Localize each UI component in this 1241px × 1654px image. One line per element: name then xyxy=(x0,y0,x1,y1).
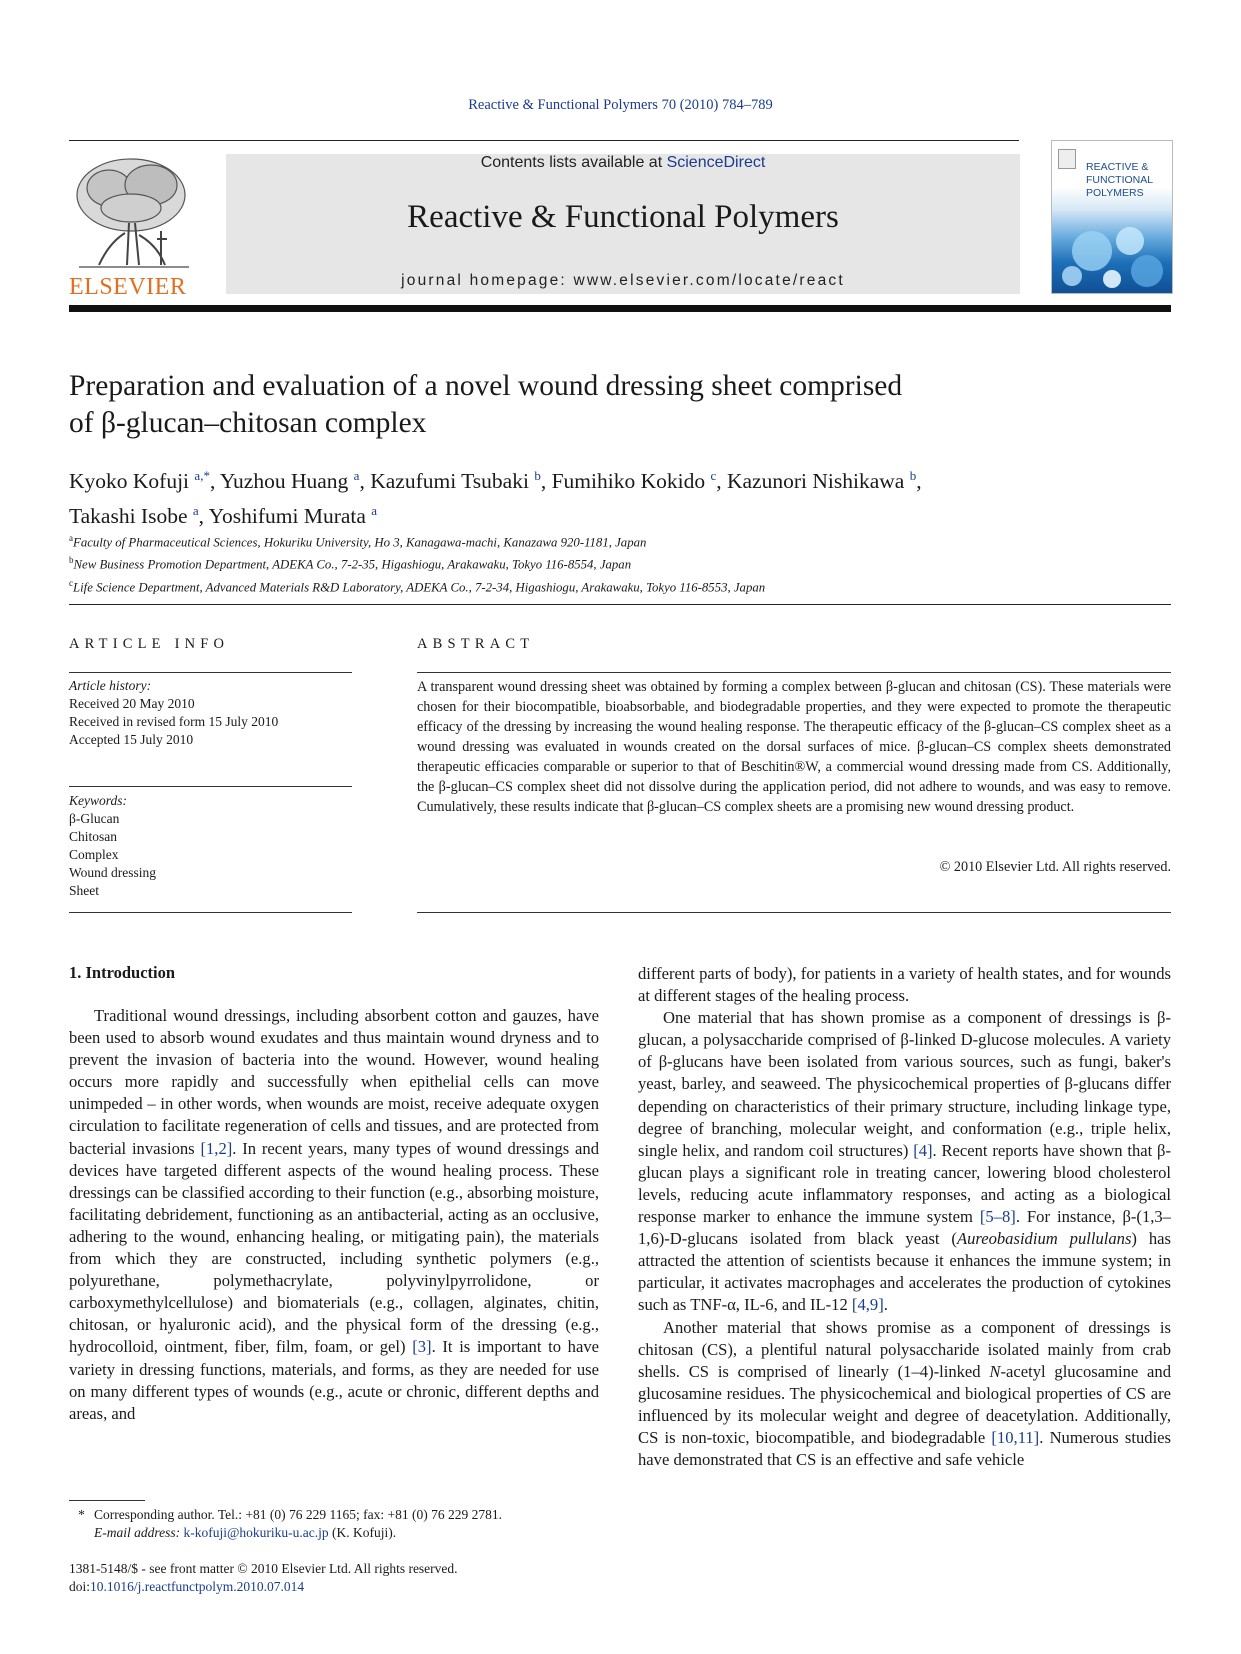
citation-link[interactable]: [10,11] xyxy=(991,1427,1040,1447)
author-name: Kyoko Kofuji xyxy=(69,469,190,494)
body-text: . It is important to have variety in dressing functions, materials, and forms, as they are needed for use on many different types of wounds (e.g., acute or chronic, different depths and areas, and xyxy=(69,1337,599,1423)
article-info-rule xyxy=(69,786,352,787)
paragraph xyxy=(69,1005,599,1425)
cover-bubbles-icon xyxy=(1052,211,1172,293)
author-separator: , xyxy=(716,469,727,494)
history-entry: Accepted 15 July 2010 xyxy=(69,732,194,747)
keywords-label: Keywords: xyxy=(69,793,127,808)
doi-label: doi: xyxy=(69,1579,91,1594)
affiliation xyxy=(69,551,1169,573)
history-entry: Received 20 May 2010 xyxy=(69,696,195,711)
body-text-italic: N xyxy=(989,1361,1001,1381)
article-info-rule xyxy=(69,912,352,913)
cover-title-line: FUNCTIONAL xyxy=(1086,174,1154,186)
affiliation-marker: c xyxy=(69,577,73,588)
section-heading: 1. Introduction xyxy=(69,963,176,982)
history-entry: Received in revised form 15 July 2010 xyxy=(69,714,279,729)
article-info-rule xyxy=(69,672,352,673)
author-name: Kazufumi Tsubaki xyxy=(370,469,529,494)
affiliation-list xyxy=(69,529,1169,596)
cover-title xyxy=(1086,161,1153,200)
author-line xyxy=(69,461,1169,496)
abstract-rule xyxy=(417,912,1171,913)
footnote-line xyxy=(69,1506,629,1524)
footnote-marker: * xyxy=(78,1507,85,1522)
author-affiliation-link[interactable]: a,* xyxy=(194,468,210,483)
body-text: -acetyl glucosamine and glucosamine residues. The physicochemical and biological properties of CS are influenced by its molecular weight and degree of deacetylation. Additionally, CS is non-toxic, biocompatible, and biodegradable xyxy=(638,1361,1172,1447)
article-history-label: Article history: xyxy=(69,678,152,693)
elsevier-wordmark: ELSEVIER xyxy=(69,274,187,300)
affiliation-text: New Business Promotion Department, ADEKA Co., 7-2-35, Higashiogu, Arakawaku, Tokyo 116-8554, Japan xyxy=(73,557,632,572)
doi-link[interactable]: 10.1016/j.reactfunctpolym.2010.07.014 xyxy=(90,1579,305,1594)
front-matter-note xyxy=(69,1560,629,1596)
citation-link[interactable]: [5–8] xyxy=(979,1207,1016,1227)
abstract-copyright: © 2010 Elsevier Ltd. All rights reserved. xyxy=(939,859,1171,875)
paragraph xyxy=(638,1317,1171,1472)
author-name: Yuzhou Huang xyxy=(219,469,349,494)
author-separator: , xyxy=(209,469,220,494)
body-text: . For instance, β-(1,3–1,6)-D-glucans isolated from black yeast ( xyxy=(638,1207,1171,1249)
footnote-line xyxy=(69,1524,629,1542)
cover-logo-icon xyxy=(1058,149,1076,169)
body-text: Traditional wound dressings, including absorbent cotton and gauzes, have been used to absorb wound exudates and thus maintain wound dryness and to prevent the invasion of bacteria into the wound. However, wound healing occurs more rapidly and successfully when epithelial cells can move unimpeded – in other words, when wounds are moist, receive adequate oxygen circulation to facilitate regeneration of cells and tissues, and are protected from bacterial invasions xyxy=(69,1006,599,1158)
keyword: Wound dressing xyxy=(69,865,157,880)
cover-title-line: REACTIVE & xyxy=(1086,161,1149,173)
abstract-heading: ABSTRACT xyxy=(417,636,535,652)
citation-link[interactable]: [4] xyxy=(913,1140,933,1160)
article-title-line: Preparation and evaluation of a novel wound dressing sheet comprised xyxy=(69,370,903,402)
header-rule xyxy=(69,140,1019,141)
keyword: Sheet xyxy=(69,883,99,898)
author-separator: , xyxy=(359,469,371,494)
footnote-text: Corresponding author. Tel.: +81 (0) 76 229 1165; fax: +81 (0) 76 229 2781. xyxy=(94,1507,502,1522)
article-title xyxy=(69,368,1069,442)
title-block-rule xyxy=(69,604,1171,605)
author-line xyxy=(69,496,1169,531)
keyword: Chitosan xyxy=(69,829,118,844)
corresponding-author-footnote xyxy=(69,1506,629,1542)
citation-link[interactable]: [3] xyxy=(412,1337,432,1357)
sciencedirect-link[interactable]: ScienceDirect xyxy=(666,154,766,171)
citation-link[interactable]: [1,2] xyxy=(200,1138,233,1158)
contents-availability xyxy=(226,154,1020,172)
journal-homepage-link[interactable]: journal homepage: www.elsevier.com/locate/react xyxy=(401,272,845,289)
author-name: Yoshifumi Murata xyxy=(208,504,366,529)
affiliation-marker: a xyxy=(69,533,73,543)
body-text: ) has attracted the attention of scientists because it enhances the immune system; in particular, it activates macrophages and accelerates the production of cytokines such as TNF-α, IL-6, and IL-12 xyxy=(638,1229,1171,1315)
footnote-rule xyxy=(69,1500,145,1501)
journal-citation[interactable]: Reactive & Functional Polymers 70 (2010) 784–789 xyxy=(468,97,773,113)
paragraph: different parts of body), for patients in a variety of health states, and for wounds at different stages of the healing process. xyxy=(638,964,1171,1006)
author-name: Kazunori Nishikawa xyxy=(726,469,905,494)
article-info-heading: ARTICLE INFO xyxy=(69,636,230,652)
cover-title-line: POLYMERS xyxy=(1086,187,1144,199)
body-text: One material that has shown promise as a component of dressings is β-glucan, a polysaccharide comprised of β-linked D-glucose molecules. A variety of β-glucans have been isolated from various sources, such as fungi, baker's yeast, barley, and seaweed. The physicochemical properties of β-glucans differ depending on characteristics of their primary structure, including linkage type, degree of branching, molecular weight, and conformation (e.g., triple helix, single helix, and random coil structures) xyxy=(638,1008,1171,1160)
affiliation xyxy=(69,529,1169,551)
affiliation-marker: b xyxy=(69,555,74,566)
author-separator: , xyxy=(916,469,922,494)
article-title-line: of β-glucan–chitosan complex xyxy=(69,407,427,439)
email-label: E-mail address: xyxy=(94,1525,181,1540)
author-affiliation-link[interactable]: a xyxy=(353,468,360,483)
contents-prefix: Contents lists available at xyxy=(480,154,667,171)
body-column-right xyxy=(638,963,1171,1471)
doi-line xyxy=(69,1578,629,1596)
body-text: Another material that shows promise as a component of dressings is chitosan (CS), a plentiful natural polysaccharide isolated mainly from crab shells. CS is comprised of linearly (1–4)-linked xyxy=(638,1317,1171,1381)
elsevier-logo[interactable] xyxy=(69,153,199,300)
paragraph xyxy=(638,1007,1171,1316)
keyword: Complex xyxy=(69,847,119,862)
email-link[interactable]: k-kofuji@hokuriku-u.ac.jp xyxy=(183,1525,329,1540)
body-text: . Recent reports have shown that β-glucan plays a significant role in treating cancer, lowering blood cholesterol levels, reducing acute inflammatory responses, and acting as a biological response marker to enhance the immune system xyxy=(638,1140,1171,1227)
author-affiliation-link[interactable]: c xyxy=(710,468,717,483)
author-affiliation-link[interactable]: b xyxy=(909,468,917,483)
author-name: Takashi Isobe xyxy=(69,504,188,529)
abstract-rule xyxy=(417,672,1171,673)
body-text: . In recent years, many types of wound dressings and devices have targeted different aspects of the wound healing process. These dressings can be classified according to their function (e.g., absorbing moisture, facilitating debridement, functioning as an antibacterial, acting as an occlusive, adhering to the wound, enhancing healing, or mitigating pain), the materials from which they are constructed, including synthetic polymers (e.g., polyurethane, polymethacrylate, polyvinylpyrrolidone, or carboxymethylcellulose) and biomaterials (e.g., collagen, alginates, chitin, chitosan, or hyaluronic acid), and the physical form of the dressing (e.g., hydrocolloid, ointment, fiber, film, foam, or gel) xyxy=(69,1138,599,1357)
author-name: Fumihiko Kokido xyxy=(551,469,706,494)
body-text: . Numerous studies have demonstrated that CS is an effective and safe vehicle xyxy=(638,1427,1172,1470)
front-matter-text: 1381-5148/$ - see front matter © 2010 Elsevier Ltd. All rights reserved. xyxy=(69,1561,458,1576)
keyword: β-Glucan xyxy=(69,811,120,826)
author-list xyxy=(69,461,1169,531)
journal-name: Reactive & Functional Polymers xyxy=(407,199,839,235)
affiliation xyxy=(69,574,1169,596)
author-affiliation-link[interactable]: b xyxy=(534,468,541,483)
author-affiliation-link[interactable]: a xyxy=(192,503,199,519)
masthead-thick-rule xyxy=(69,305,1171,312)
body-text: . xyxy=(883,1295,888,1315)
journal-masthead xyxy=(226,154,1020,294)
email-owner: (K. Kofuji). xyxy=(332,1525,397,1540)
journal-cover-thumbnail[interactable] xyxy=(1051,140,1173,294)
author-separator: , xyxy=(540,469,552,494)
citation-link[interactable]: [4,9] xyxy=(851,1295,884,1315)
article-history xyxy=(69,677,352,749)
keywords-list xyxy=(69,792,352,900)
tree-icon xyxy=(69,153,199,273)
abstract-text: A transparent wound dressing sheet was obtained by forming a complex between β-glucan and chitosan (CS). These materials were chosen for their biocompatible, bioabsorbable, and biodegradable properties, and they were expected to promote the therapeutic efficacy of the dressing by increasing the wound healing response. The therapeutic efficacy of the β-glucan–CS complex sheet as a wound dressing was evaluated in wounds created on the dorsal surfaces of mice. β-glucan–CS complex sheets demonstrated therapeutic efficacies comparable or superior to that of Beschitin®W, a commercial wound dressing made from CS. Additionally, the β-glucan–CS complex sheet did not dissolve during the application period, did not adhere to wounds, and was easy to remove. Cumulatively, these results indicate that β-glucan–CS complex sheets are a promising new wound dressing product. xyxy=(417,679,1171,815)
affiliation-text: Faculty of Pharmaceutical Sciences, Hokuriku University, Ho 3, Kanagawa-machi, Kanazawa 920-1181, Japan xyxy=(73,535,647,550)
body-column-left xyxy=(69,1005,599,1425)
author-separator: , xyxy=(198,504,209,529)
author-affiliation-link[interactable]: a xyxy=(371,503,378,519)
affiliation-text: Life Science Department, Advanced Materials R&D Laboratory, ADEKA Co., 7-2-34, Higashiogu, Arakawaku, Tokyo 116-8553, Japan xyxy=(73,579,766,594)
species-name: Aureobasidium pullulans xyxy=(956,1229,1132,1249)
